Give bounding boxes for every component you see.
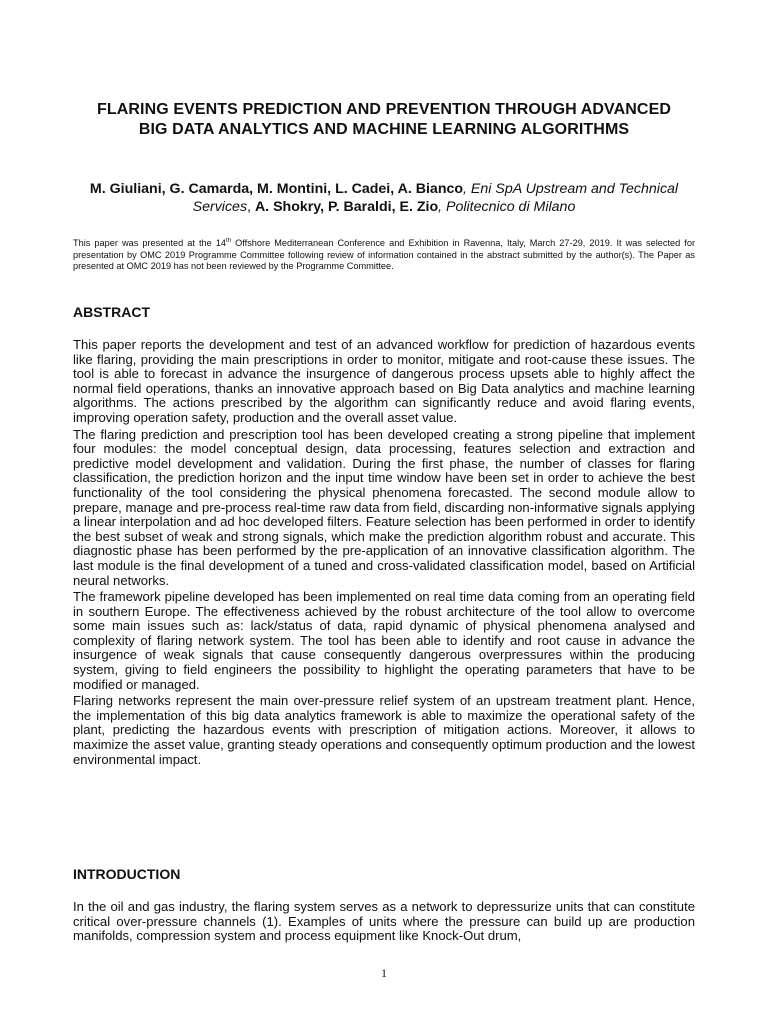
author-separator: ,	[247, 199, 255, 215]
paper-title: FLARING EVENTS PREDICTION AND PREVENTION THROUGH ADVANCED BIG DATA ANALYTICS AND MACHINE LEARNING ALGORITHMS	[96, 101, 672, 138]
abstract-paragraph-2: The flaring prediction and prescription tool has been developed creating a strong pipeline that implement four modules: the model conceptual design, data processing, features selection and extraction and predictive model development and validation. During the first phase, the number of classes for flaring classification, the prediction horizon and the input time window have been set in order to achieve the best functionality of the tool considering the physical phenomena forecasted. The second module allow to prepare, manage and pre-process real-time raw data from field, discarding non-informative signals applying a linear interpolation and ad hoc developed filters. Feature selection has been performed in order to identify the best subset of weak and strong signals, which make the prediction algorithm robust and accurate. This diagnostic phase has been performed by the pre-application of an innovative classification algorithm. The last module is the final development of a tuned and cross-validated classification model, based on Artificial neural networks.	[73, 426, 695, 588]
introduction-heading: INTRODUCTION	[73, 866, 181, 882]
affiliation-polimi: , Politecnico di Milano	[438, 199, 576, 215]
author-block	[80, 180, 688, 216]
affiliation-eni: , Eni SpA Upstream and Technical Services	[192, 181, 679, 215]
abstract-paragraph-1: This paper reports the development and test of an advanced workflow for prediction of hazardous events like flaring, providing the main prescriptions in order to monitor, mitigate and root-cause these issues. The tool is able to forecast in advance the insurgence of dangerous process upsets able to highly affect the normal field operations, thanks an innovative approach based on Big Data analytics and machine learning algorithms. The actions prescribed by the algorithm can significantly reduce and avoid flaring events, improving operation safety, production and the overall asset value.	[73, 337, 695, 425]
introduction-paragraph-1: In the oil and gas industry, the flaring system serves as a network to depressurize units that can constitute critical over-pressure channels (1). Examples of units where the pressure can build up are production manifolds, compression system and process equipment like Knock-Out drum,	[73, 900, 695, 944]
abstract-body	[73, 338, 695, 769]
note-superscript: th	[226, 237, 232, 244]
author-names-group-2: A. Shokry, P. Baraldi, E. Zio	[254, 199, 439, 215]
abstract-heading: ABSTRACT	[73, 304, 150, 320]
note-text-end: Offshore Mediterranean Conference and Exhibition in Ravenna, Italy, March 27-29, 2019. It was selected for presentation by OMC 2019 Programme Committee following review of information contained in the abstract submitted by the author(s). The Paper as presented at OMC 2019 has not been reviewed by the Programme Committee.	[73, 238, 696, 271]
note-text-start: This paper was presented at the 14	[73, 238, 227, 248]
abstract-paragraph-4: Flaring networks represent the main over-pressure relief system of an upstream treatment plant. Hence, the implementation of this big data analytics framework is able to maximize the operational safety of the plant, predicting the hazardous events with prescription of mitigation actions. Moreover, it allows to maximize the asset value, granting steady operations and consequently optimum production and the lowest environmental impact.	[73, 693, 695, 767]
page-number: 1	[381, 966, 387, 980]
introduction-body	[73, 900, 695, 946]
author-names-group-1: M. Giuliani, G. Camarda, M. Montini, L. Cadei, A. Bianco	[89, 181, 464, 197]
abstract-paragraph-3: The framework pipeline developed has been implemented on real time data coming from an operating field in southern Europe. The effectiveness achieved by the robust architecture of the tool allow to overcome some main issues such as: lack/status of data, rapid dynamic of physical phenomena analysed and complexity of flaring network system. The tool has been able to identify and root cause in advance the insurgence of weak signals that cause consequently dangerous overpressures within the producing system, giving to field engineers the possibility to highlight the operating parameters that have to be modified or managed.	[73, 589, 695, 692]
presentation-note	[73, 238, 695, 273]
